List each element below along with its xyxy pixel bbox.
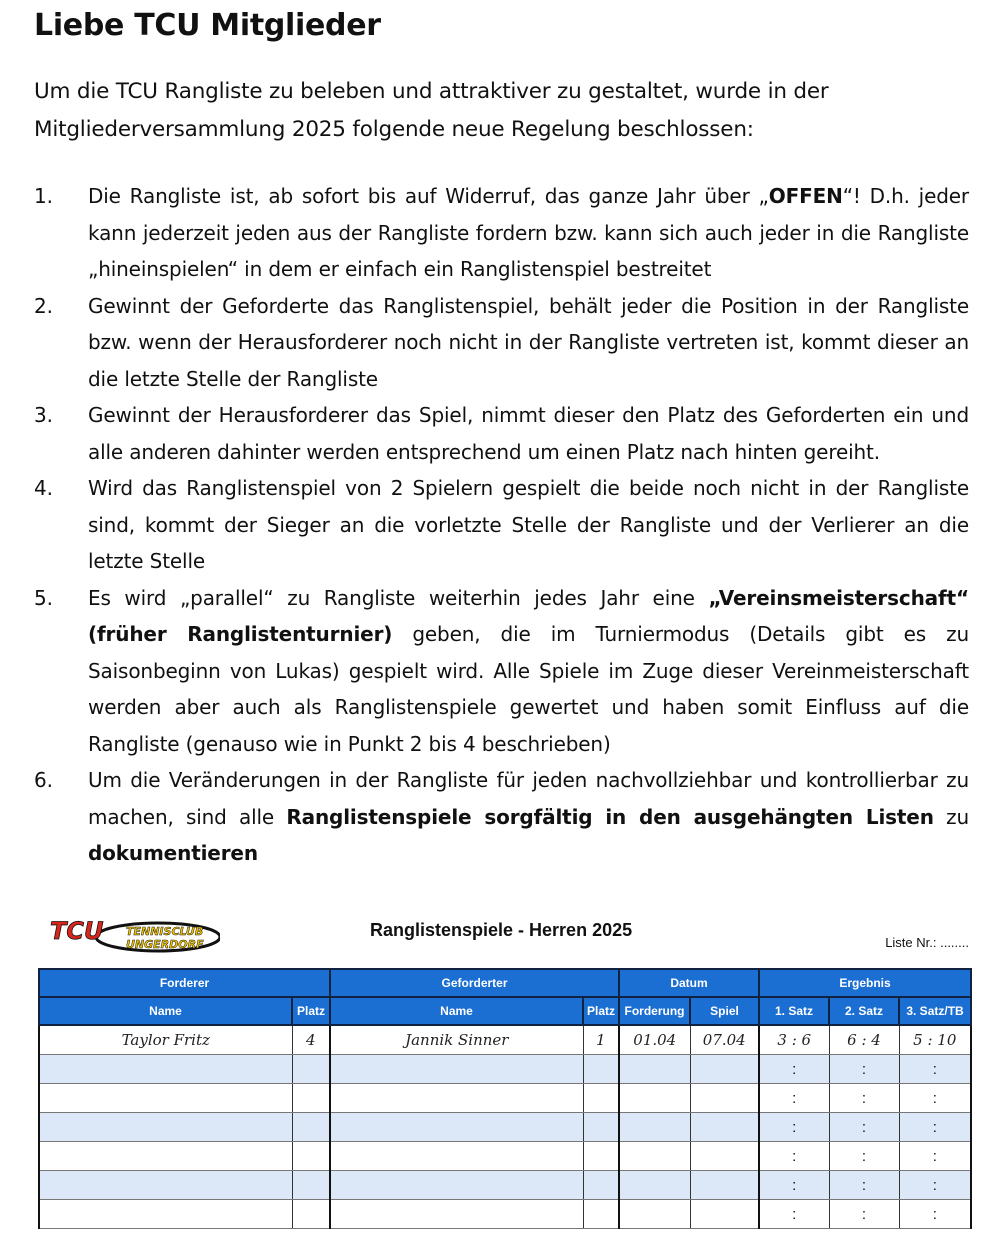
cell-forderer-name[interactable] [39, 1055, 292, 1084]
cell-satz3[interactable]: : [899, 1200, 971, 1229]
rule-number: 6. [34, 768, 53, 792]
cell-forderer-name[interactable] [39, 1142, 292, 1171]
rule-item [34, 288, 969, 398]
group-datum: Datum [619, 969, 759, 997]
rule-number: 3. [34, 403, 53, 427]
cell-spiel-date[interactable] [690, 1084, 759, 1113]
cell-satz2[interactable]: 6 : 4 [829, 1025, 899, 1055]
cell-forderung-date[interactable]: 01.04 [619, 1025, 690, 1055]
cell-satz2[interactable]: : [829, 1055, 899, 1084]
table-body [39, 1025, 971, 1229]
col-satz2: 2. Satz [829, 997, 899, 1025]
col-satz1: 1. Satz [759, 997, 829, 1025]
group-header-row [39, 969, 971, 997]
cell-spiel-date[interactable] [690, 1142, 759, 1171]
cell-spiel-date[interactable] [690, 1055, 759, 1084]
rule-item [34, 470, 969, 580]
rule-text: zu [933, 804, 969, 829]
cell-forderer-name[interactable] [39, 1171, 292, 1200]
cell-satz1[interactable]: : [759, 1171, 829, 1200]
cell-satz3[interactable]: : [899, 1084, 971, 1113]
rule-text: Gewinnt der Geforderte das Ranglistenspiel, behält jeder die Position in der Rangliste bzw. wenn der Herausforderer noch nicht in der Rangliste vertreten ist, kommt dieser an die letzte Stelle der Rangliste [88, 293, 969, 391]
col-geforderter-platz: Platz [583, 997, 619, 1025]
table-row [39, 1171, 971, 1200]
col-geforderter-name: Name [330, 997, 583, 1025]
table-row [39, 1055, 971, 1084]
rule-number: 2. [34, 293, 53, 318]
col-forderer-platz: Platz [292, 997, 330, 1025]
cell-geforderter-name[interactable] [330, 1142, 583, 1171]
rule-text-bold: Ranglistenspiele sorgfältig in den ausgehängten Listen [286, 804, 934, 829]
column-header-row [39, 997, 971, 1025]
cell-forderer-platz[interactable] [292, 1171, 330, 1200]
club-logo [48, 915, 220, 965]
rule-text: Um die Veränderungen in der Rangliste für jeden nachvollziehbar und kontrollierbar zu machen, sind alle [88, 768, 969, 829]
rule-number: 5. [34, 585, 53, 610]
page-title: Liebe TCU Mitglieder [34, 8, 381, 43]
cell-forderung-date[interactable] [619, 1113, 690, 1142]
cell-geforderter-platz[interactable] [583, 1171, 619, 1200]
cell-forderer-name[interactable] [39, 1200, 292, 1229]
group-forderer: Forderer [39, 969, 330, 997]
cell-forderer-platz[interactable] [292, 1084, 330, 1113]
rule-item [34, 762, 969, 872]
logo-line1: TENNISCLUB [126, 925, 204, 938]
cell-satz1[interactable]: : [759, 1200, 829, 1229]
rule-item [34, 580, 969, 763]
rule-number: 1. [34, 184, 53, 208]
cell-geforderter-platz[interactable] [583, 1055, 619, 1084]
cell-geforderter-name[interactable] [330, 1084, 583, 1113]
cell-forderer-platz[interactable] [292, 1055, 330, 1084]
col-forderung: Forderung [619, 997, 690, 1025]
cell-forderung-date[interactable] [619, 1142, 690, 1171]
rule-text-bold: dokumentieren [88, 841, 258, 865]
table-row [39, 1113, 971, 1142]
cell-geforderter-name[interactable] [330, 1055, 583, 1084]
cell-satz2[interactable]: : [829, 1200, 899, 1229]
cell-geforderter-platz[interactable] [583, 1113, 619, 1142]
cell-satz1[interactable]: : [759, 1055, 829, 1084]
cell-geforderter-name[interactable]: Jannik Sinner [330, 1025, 583, 1055]
cell-forderer-name[interactable] [39, 1113, 292, 1142]
rule-text: Es wird „parallel“ zu Rangliste weiterhin jedes Jahr eine [88, 585, 709, 610]
col-satz3: 3. Satz/TB [899, 997, 971, 1025]
cell-satz3[interactable]: : [899, 1171, 971, 1200]
cell-spiel-date[interactable] [690, 1200, 759, 1229]
cell-forderer-platz[interactable] [292, 1142, 330, 1171]
cell-geforderter-name[interactable] [330, 1171, 583, 1200]
cell-spiel-date[interactable] [690, 1171, 759, 1200]
cell-spiel-date[interactable]: 07.04 [690, 1025, 759, 1055]
cell-satz1[interactable]: 3 : 6 [759, 1025, 829, 1055]
rule-item [34, 397, 969, 470]
rule-text: geben, die im Turniermodus (Details gibt es zu Saisonbeginn von Lukas) gespielt wird. Alle Spiele im Zuge dieser Vereinmeisterschaft werden aber auch als Ranglistenspiele gewertet und haben somit Einfluss auf die Rangliste (genauso wie in Punkt 2 bis 4 beschrieben) [88, 622, 969, 756]
cell-geforderter-platz[interactable] [583, 1142, 619, 1171]
cell-geforderter-platz[interactable] [583, 1084, 619, 1113]
rule-text: Gewinnt der Herausforderer das Spiel, nimmt dieser den Platz des Geforderten ein und alle anderen dahinter werden entsprechend um einen Platz nach hinten gereiht. [88, 403, 969, 464]
cell-satz3[interactable]: 5 : 10 [899, 1025, 971, 1055]
cell-geforderter-name[interactable] [330, 1113, 583, 1142]
cell-forderung-date[interactable] [619, 1084, 690, 1113]
ranking-table [38, 968, 972, 1229]
cell-forderung-date[interactable] [619, 1171, 690, 1200]
cell-satz1[interactable]: : [759, 1142, 829, 1171]
cell-forderung-date[interactable] [619, 1200, 690, 1229]
logo-tcu: TCU [50, 917, 104, 945]
cell-satz3[interactable]: : [899, 1142, 971, 1171]
list-number: Liste Nr.: ........ [885, 935, 969, 950]
group-geforderter: Geforderter [330, 969, 619, 997]
cell-geforderter-platz[interactable] [583, 1200, 619, 1229]
col-spiel: Spiel [690, 997, 759, 1025]
cell-forderer-platz[interactable]: 4 [292, 1025, 330, 1055]
logo-line2: UNGERDORF [126, 938, 204, 951]
rules-list [34, 178, 969, 872]
cell-forderer-platz[interactable] [292, 1200, 330, 1229]
cell-satz3[interactable]: : [899, 1055, 971, 1084]
cell-forderung-date[interactable] [619, 1055, 690, 1084]
cell-satz1[interactable]: : [759, 1113, 829, 1142]
table-row [39, 1200, 971, 1229]
cell-spiel-date[interactable] [690, 1113, 759, 1142]
cell-satz2[interactable]: : [829, 1084, 899, 1113]
col-forderer-name: Name [39, 997, 292, 1025]
rule-text-bold: OFFEN [768, 184, 843, 208]
table-row [39, 1084, 971, 1113]
cell-satz2[interactable]: : [829, 1113, 899, 1142]
cell-forderer-name[interactable]: Taylor Fritz [39, 1025, 292, 1055]
table-row [39, 1025, 971, 1055]
rule-text-bold: „Vereinsmeisterschaft“ (früher Ranglistenturnier) [88, 585, 969, 646]
cell-geforderter-name[interactable] [330, 1200, 583, 1229]
rule-text: Die Rangliste ist, ab sofort bis auf Widerruf, das ganze Jahr über „ [88, 184, 769, 208]
intro-paragraph: Um die TCU Rangliste zu beleben und attraktiver zu gestaltet, wurde in der Mitgliederversammlung 2025 folgende neue Regelung beschlossen: [34, 79, 829, 142]
cell-satz3[interactable]: : [899, 1113, 971, 1142]
cell-forderer-platz[interactable] [292, 1113, 330, 1142]
cell-forderer-name[interactable] [39, 1084, 292, 1113]
cell-satz2[interactable]: : [829, 1171, 899, 1200]
cell-geforderter-platz[interactable]: 1 [583, 1025, 619, 1055]
rule-text: Wird das Ranglistenspiel von 2 Spielern gespielt die beide noch nicht in der Rangliste sind, kommt der Sieger an die vorletzte Stelle der Rangliste und der Verlierer an die letzte Stelle [88, 476, 969, 573]
rule-number: 4. [34, 476, 53, 500]
sheet-title: Ranglistenspiele - Herren 2025 [370, 920, 633, 940]
rule-item [34, 178, 969, 288]
cell-satz1[interactable]: : [759, 1084, 829, 1113]
cell-satz2[interactable]: : [829, 1142, 899, 1171]
rule-text: “! D.h. jeder kann jederzeit jeden aus der Rangliste fordern bzw. kann sich auch jeder in die Rangliste „hineinspielen“ in dem er einfach ein Ranglistenspiel bestreitet [88, 184, 969, 281]
group-ergebnis: Ergebnis [759, 969, 971, 997]
table-row [39, 1142, 971, 1171]
